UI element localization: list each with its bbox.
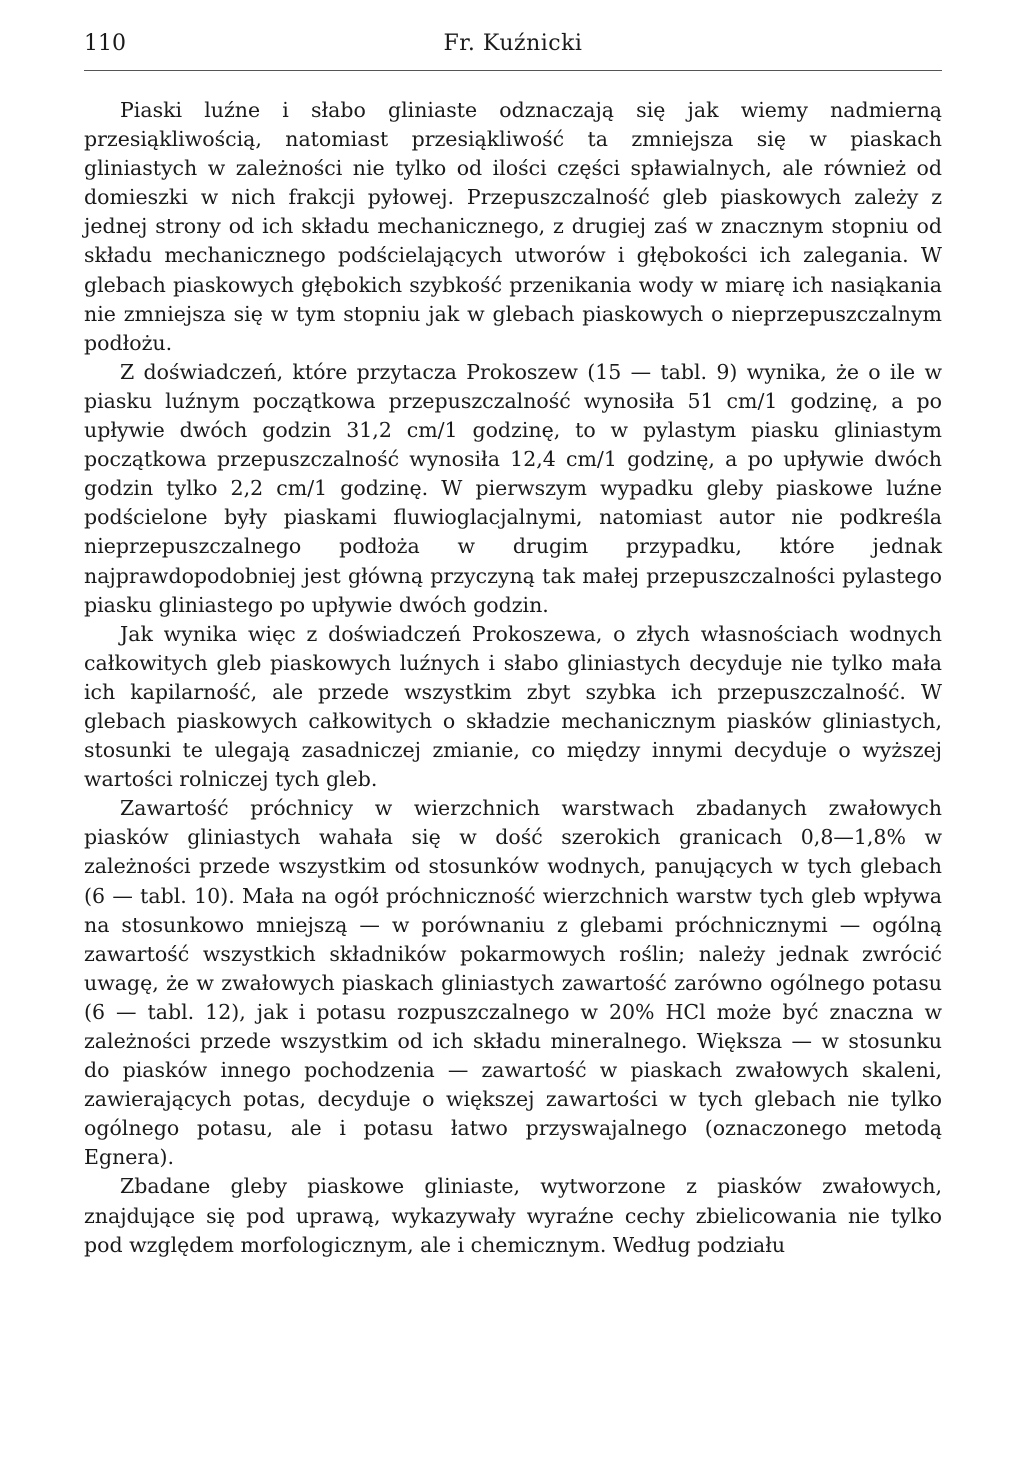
- paragraph-4: Zawartość próchnicy w wierzchnich warstwach zbadanych zwałowych piasków gliniastych wahała się w dość szerokich granicach 0,8—1,8% w zależności przede wszystkim od stosunków wodnych, panujących w tych glebach (6 — tabl. 10). Mała na ogół próchniczność wierzchnich warstw tych gleb wpływa na stosunkowo mniejszą — w porównaniu z glebami próchnicznymi — ogólną zawartość wszystkich składników pokarmowych roślin; należy jednak zwrócić uwagę, że w zwałowych piaskach gliniastych zawartość zarówno ogólnego potasu (6 — tabl. 12), jak i potasu rozpuszczalnego w 20% HCl może być znaczna w zależności przede wszystkim od ich składu mineralnego. Większa — w stosunku do piasków innego pochodzenia — zawartość w piaskach zwałowych skaleni, zawierających potas, decyduje o większej zawartości w tych glebach nie tylko ogólnego potasu, ale i potasu łatwo przyswajalnego (oznaczonego metodą Egnera).: [84, 796, 942, 1170]
- header-rule: [84, 70, 942, 71]
- running-title: Fr. Kuźnicki: [443, 31, 583, 56]
- book-page: [84, 24, 942, 1257]
- paragraph-5: Zbadane gleby piaskowe gliniaste, wytworzone z piasków zwałowych, znajdujące się pod uprawą, wykazywały wyraźne cechy zbielicowania nie tylko pod względem morfologicznym, ale i chemicznym. Według podziału: [84, 1174, 942, 1257]
- paragraph-3: Jak wynika więc z doświadczeń Prokoszewa, o złych własnościach wodnych całkowitych gleb piaskowych luźnych i słabo gliniastych decyduje nie tylko mała ich kapilarność, ale przede wszystkim zbyt szybka ich przepuszczalność. W glebach piaskowych całkowitych o składzie mechanicznym piasków gliniastych, stosunki te ulegają zasadniczej zmianie, co między innymi decyduje o wyższej wartości rolniczej tych gleb.: [84, 621, 942, 792]
- body-text: [84, 96, 942, 1260]
- running-head: [84, 24, 942, 64]
- paragraph-1: Piaski luźne i słabo gliniaste odznaczają się jak wiemy nadmierną przesiąkliwością, natomiast przesiąkliwość ta zmniejsza się w piaskach gliniastych w zależności nie tylko od ilości części spławialnych, ale również od domieszki w nich frakcji pyłowej. Przepuszczalność gleb piaskowych zależy z jednej strony od ich składu mechanicznego, z drugiej zaś w znacznym stopniu od składu mechanicznego podścielających utworów i głębokości ich zalegania. W glebach piaskowych głębokich szybkość przenikania wody w miarę ich nasiąkania nie zmniejsza się w tym stopniu jak w glebach piaskowych o nieprzepuszczalnym podłożu.: [84, 98, 942, 355]
- page-number: 110: [84, 31, 126, 56]
- paragraph-2: Z doświadczeń, które przytacza Prokoszew (15 — tabl. 9) wynika, że o ile w piasku luźnym początkowa przepuszczalność wynosiła 51 cm/1 godzinę, a po upływie dwóch godzin 31,2 cm/1 godzinę, to w pylastym piasku gliniastym początkowa przepuszczalność wynosiła 12,4 cm/1 godzinę, a po upływie dwóch godzin tylko 2,2 cm/1 godzinę. W pierwszym wypadku gleby piaskowe luźne podścielone były piaskami fluwioglacjalnymi, natomiast autor nie podkreśla nieprzepuszczalnego podłoża w drugim przypadku, które jednak najprawdopodobniej jest główną przyczyną tak małej przepuszczalności pylastego piasku gliniastego po upływie dwóch godzin.: [84, 359, 942, 617]
